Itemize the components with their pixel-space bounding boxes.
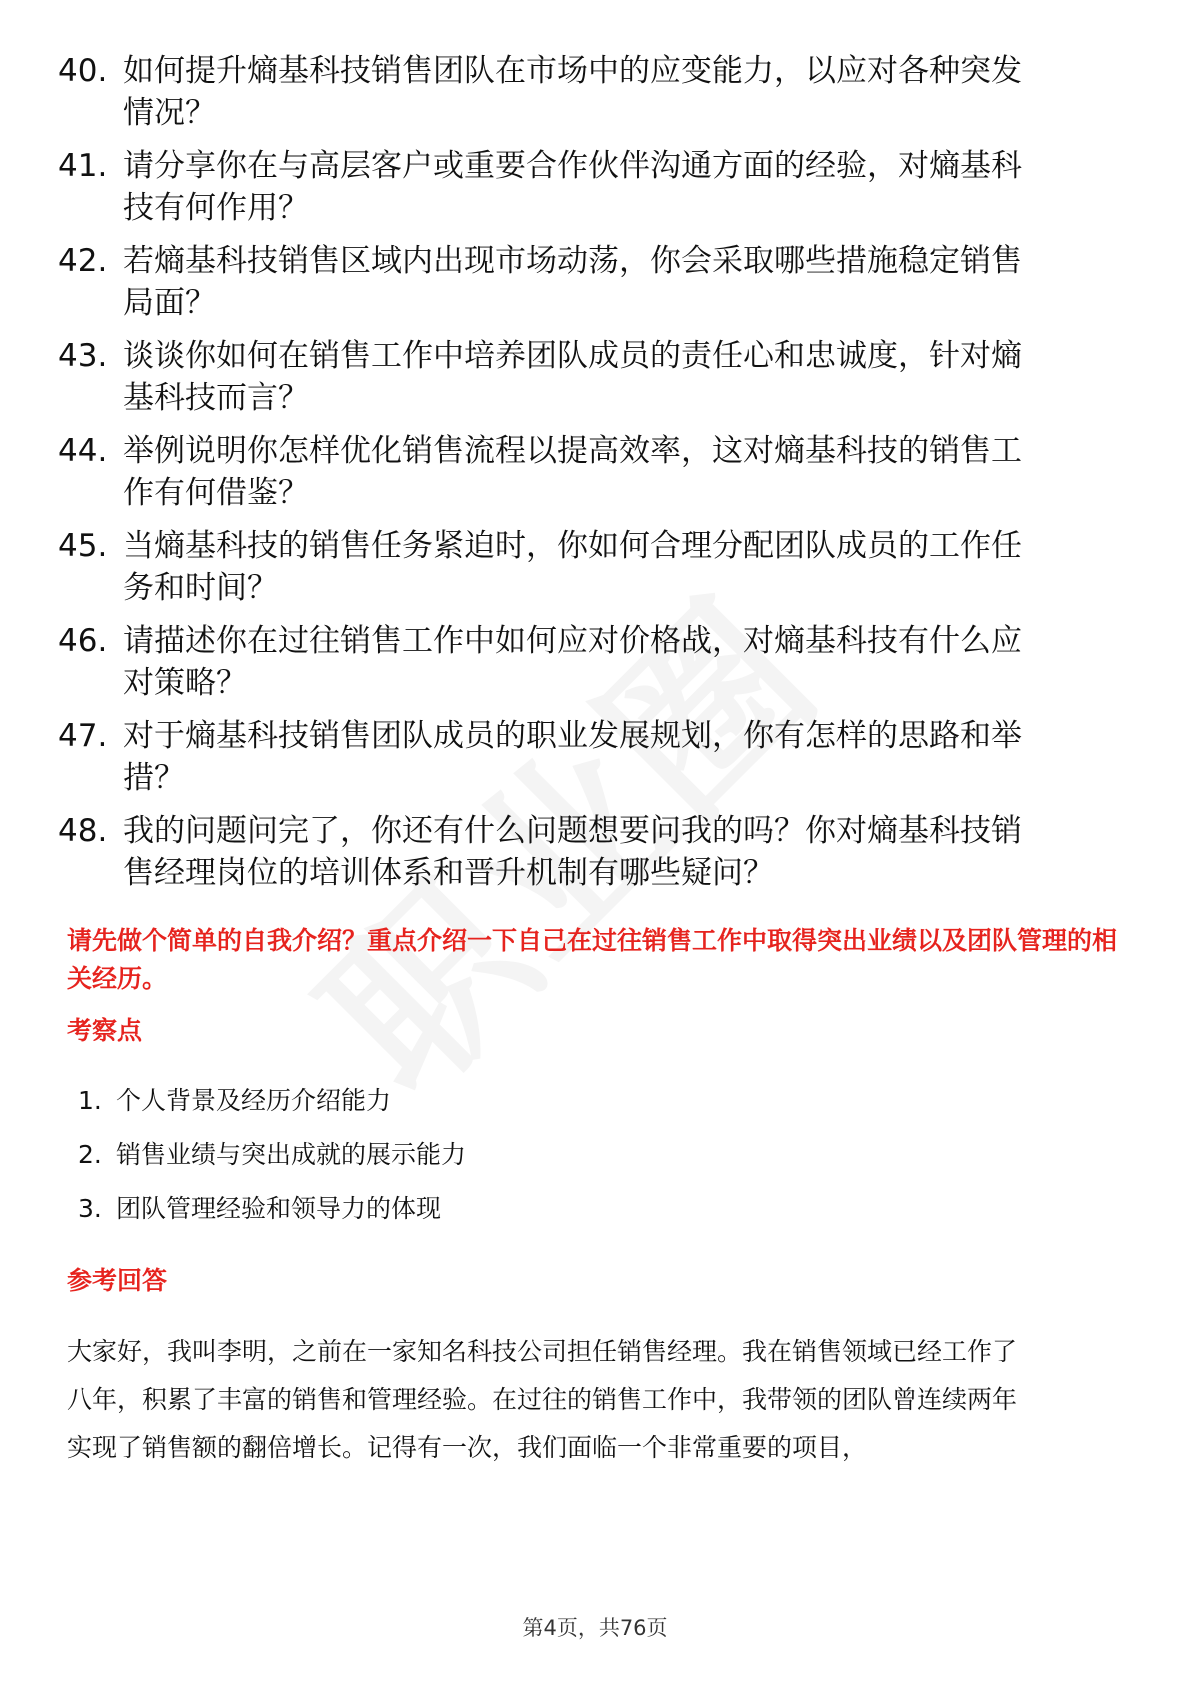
featured-question: 请先做个简单的自我介绍？重点介绍一下自己在过往销售工作中取得突出业绩以及团队管理的相关经历。 xyxy=(67,926,1118,993)
question-text: 当熵基科技的销售任务紧迫时，你如何合理分配团队成员的工作任务和时间？ xyxy=(123,528,1022,606)
list-item xyxy=(78,1190,466,1228)
assessment-heading: 考察点 xyxy=(67,1016,143,1045)
list-item xyxy=(58,525,1138,609)
question-text: 谈谈你如何在销售工作中培养团队成员的责任心和忠诚度，针对熵基科技而言？ xyxy=(123,338,1022,416)
point-number: 3. xyxy=(78,1194,102,1223)
question-text: 我的问题问完了，你还有什么问题想要问我的吗？你对熵基科技销售经理岗位的培训体系和晋升机制有哪些疑问？ xyxy=(123,813,1022,891)
question-number: 43. xyxy=(58,338,108,374)
point-number: 2. xyxy=(78,1140,102,1169)
reference-heading: 参考回答 xyxy=(67,1266,168,1295)
question-text: 对于熵基科技销售团队成员的职业发展规划，你有怎样的思路和举措？ xyxy=(123,718,1022,796)
question-text: 若熵基科技销售区域内出现市场动荡，你会采取哪些措施稳定销售局面？ xyxy=(123,243,1022,321)
question-number: 46. xyxy=(58,623,108,659)
list-item xyxy=(58,715,1138,799)
question-number: 44. xyxy=(58,433,108,469)
list-item xyxy=(58,620,1138,704)
question-number: 41. xyxy=(58,148,108,184)
point-text: 个人背景及经历介绍能力 xyxy=(116,1086,392,1115)
question-number: 40. xyxy=(58,53,108,89)
page-indicator: 第4页，共76页 xyxy=(522,1616,668,1640)
list-item xyxy=(58,145,1138,229)
point-number: 1. xyxy=(78,1086,102,1115)
list-item xyxy=(58,810,1138,894)
list-item xyxy=(58,430,1138,514)
list-item xyxy=(78,1082,466,1120)
question-text: 请描述你在过往销售工作中如何应对价格战，对熵基科技有什么应对策略？ xyxy=(123,623,1022,701)
question-text: 举例说明你怎样优化销售流程以提高效率，这对熵基科技的销售工作有何借鉴？ xyxy=(123,433,1022,511)
list-item xyxy=(58,240,1138,324)
question-number: 42. xyxy=(58,243,108,279)
question-list xyxy=(58,50,1138,905)
list-item xyxy=(78,1136,466,1174)
question-number: 47. xyxy=(58,718,108,754)
question-text: 请分享你在与高层客户或重要合作伙伴沟通方面的经验，对熵基科技有何作用？ xyxy=(123,148,1022,226)
point-text: 团队管理经验和领导力的体现 xyxy=(116,1194,442,1223)
assessment-points xyxy=(78,1082,466,1244)
reference-answer: 大家好，我叫李明，之前在一家知名科技公司担任销售经理。我在销售领域已经工作了八年，积累了丰富的销售和管理经验。在过往的销售工作中，我带领的团队曾连续两年实现了销售额的翻倍增长。记得有一次，我们面临一个非常重要的项目， xyxy=(67,1337,1018,1462)
question-number: 45. xyxy=(58,528,108,564)
list-item xyxy=(58,335,1138,419)
page-footer xyxy=(0,1612,1190,1642)
point-text: 销售业绩与突出成就的展示能力 xyxy=(116,1140,467,1169)
list-item xyxy=(58,50,1138,134)
question-text: 如何提升熵基科技销售团队在市场中的应变能力，以应对各种突发情况？ xyxy=(123,53,1022,131)
question-number: 48. xyxy=(58,813,108,849)
